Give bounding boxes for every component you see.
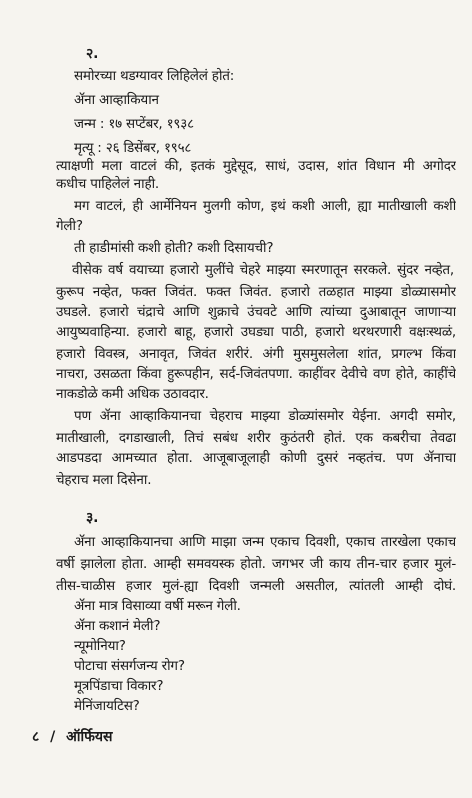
question-line: पोटाचा संसर्गजन्य रोग? [74, 658, 185, 674]
book-title: ऑर्फियस [66, 729, 113, 745]
paragraph-line: मातीखाली, दगडाखाली, तिचं सबंध शरीर कुठंतरी होतं. एक कबरीचा तेवढा [56, 430, 456, 446]
paragraph-line: त्याक्षणी मला वाटलं की, इतकं मुद्देसूद, साधं, उदास, शांत विधान मी अगोदर [56, 158, 456, 174]
footer-separator: / [50, 729, 56, 745]
paragraph-line: आडपडदा आमच्यात होता. आजूबाजूलाही कोणी दुसरं नव्हतंच. पण ॲनाचा [56, 450, 456, 466]
paragraph-line: मग वाटलं, ही आर्मेनियन मुलगी कोण, इथं कशी आली, ह्या मातीखाली कशी [74, 198, 456, 214]
paragraph-line: ती हाडीमांसी कशी होती? कशी दिसायची? [74, 240, 274, 256]
paragraph-line: गेली? [56, 218, 83, 234]
paragraph-line: वीसेक वर्ष वयाच्या हजारो मुलींचे चेहरे माझ्या स्मरणातून सरकले. सुंदर नव्हेत, [72, 262, 454, 278]
page-footer [32, 727, 112, 746]
paragraph-line: समोरच्या थडग्यावर लिहिलेलं होतं: [74, 68, 235, 84]
section-number-2: २. [86, 46, 99, 62]
paragraph-line: पण ॲना आव्हाकियानचा चेहराच माझ्या डोळ्यांसमोर येईना. अगदी समोर, [74, 408, 456, 424]
paragraph-line: नाकडोळे कमी अधिक उठावदार. [56, 386, 209, 402]
paragraph-line: वर्षी झालेला होता. आम्ही समवयस्क होतो. जगभर जी काय तीन-चार हजार मुलं- [56, 556, 456, 572]
paragraph-line: आयुष्यवाहिन्या. हजारो बाहू, हजारो उघड्या पाठी, हजारो थरथरणारी वक्षःस्थळं, [56, 324, 456, 340]
paragraph-line: ॲना आव्हाकियानचा आणि माझा जन्म एकाच दिवशी, एकाच तारखेला एकाच [74, 534, 456, 550]
paragraph-line: उघडले. हजारो चंद्राचे आणि शुक्राचे उंचवटे आणि त्यांच्या दुआबातून जाणाऱ्या [56, 304, 456, 320]
page-number: ८ [32, 729, 40, 745]
epitaph-name: ॲना आव्हाकियान [74, 92, 159, 108]
paragraph-line: नाचरा, उसळता किंवा हुरूपहीन, सर्द-जिवंतपणा. काहींवर देवीचे वण होते, काहींचे [56, 366, 456, 382]
paragraph-line: हजारो विवस्त्र, अनावृत, जिवंत शरीरं. अंगी मुसमुसलेला शांत, प्रगल्भ किंवा [56, 346, 456, 362]
paragraph-line: चेहराच मला दिसेना. [56, 472, 152, 488]
question-line: मूत्रपिंडाचा विकार? [74, 678, 164, 694]
epitaph-birth: जन्म : १७ सप्टेंबर, १९३८ [74, 116, 194, 132]
question-line: न्यूमोनिया? [74, 638, 126, 654]
question-line: ॲना कशानं मेली? [74, 618, 161, 634]
paragraph-line: कधीच पाहिलेलं नाही. [56, 176, 160, 192]
paragraph-line: कुरूप नव्हेत, फक्त जिवंत. फक्त जिवंत. हजारो तळहात माझ्या डोळ्यासमोर [56, 284, 456, 300]
paragraph-line: ॲना मात्र विसाव्या वर्षी मरून गेली. [74, 598, 241, 614]
paragraph-line: तीस-चाळीस हजार मुलं-ह्या दिवशी जन्मली असतील, त्यांतली आम्ही दोघं. [56, 578, 456, 594]
question-line: मेनिंजायटिस? [74, 698, 140, 714]
epitaph-death: मृत्यू : २६ डिसेंबर, १९५८ [74, 140, 192, 156]
section-number-3: ३. [86, 510, 99, 526]
